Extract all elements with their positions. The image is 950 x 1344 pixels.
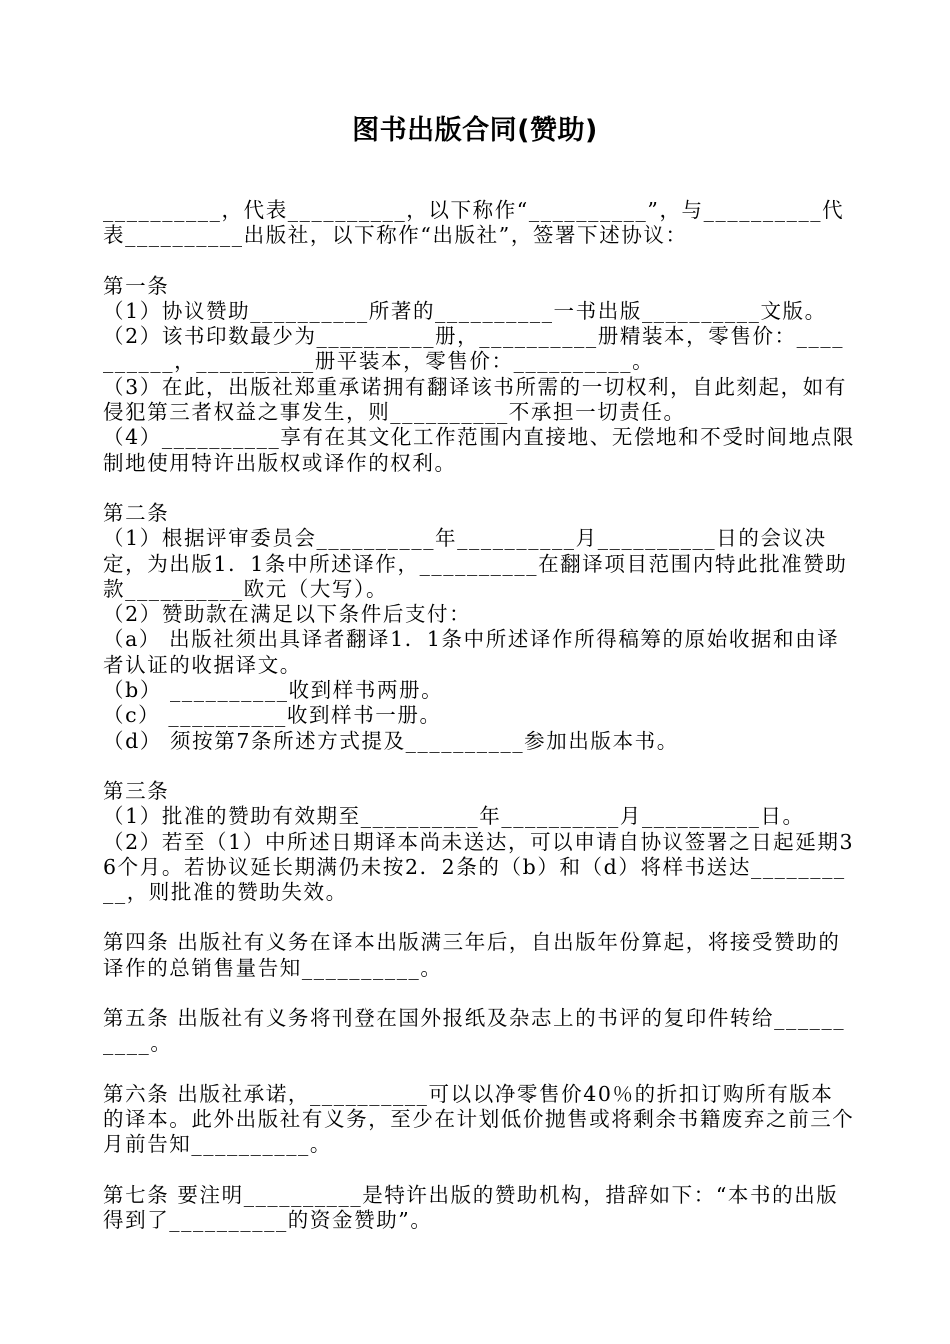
article-1-clause-1: （1）协议赞助__________所著的__________一书出版__________文版。 bbox=[103, 298, 827, 323]
article-1-clause-3: （3）在此，出版社郑重承诺拥有翻译该书所需的一切权利，自此刻起，如有侵犯第三者权益之事发生，则__________不承担一切责任。 bbox=[103, 374, 847, 425]
article-2-clause-d: （d） 须按第7条所述方式提及__________参加出版本书。 bbox=[103, 728, 679, 753]
article-2-clause-1: （1）根据评审委员会__________年__________月__________日的会议决定，为出版1．1条中所述译作，__________在翻译项目范围内特此批准赞助款__________欧元（大写）。 bbox=[103, 526, 848, 601]
article-3-clause-2: （2）若至（1）中所述日期译本尚未送达，可以申请自协议签署之日起延期36个月。若协议延长期满仍未按2．2条的（b）和（d）将样书送达__________，则批准的赞助失效。 bbox=[103, 829, 855, 905]
article-1-heading: 第一条 bbox=[103, 273, 170, 298]
article-2-clause-b: （b） __________收到样书两册。 bbox=[103, 678, 444, 703]
article-4-paragraph: 第四条 出版社有义务在译本出版满三年后，自出版年份算起，将接受赞助的译作的总销售量告知__________。 bbox=[103, 930, 841, 980]
article-1-clause-4: （4）__________享有在其文化工作范围内直接地、无偿地和不受时间地点限制地使用特许出版权或译作的权利。 bbox=[103, 425, 855, 475]
article-3-clause-1: （1）批准的赞助有效期至__________年__________月__________日。 bbox=[103, 804, 805, 829]
article-5-paragraph: 第五条 出版社有义务将刊登在国外报纸及杂志上的书评的复印件转给__________。 bbox=[103, 1006, 846, 1056]
intro-paragraph: __________，代表__________，以下称作“__________”，与__________代表__________出版社，以下称作“出版社”，签署下述协议： bbox=[103, 198, 845, 248]
article-6-paragraph: 第六条 出版社承诺，__________可以以净零售价40％的折扣订购所有版本的译本。此外出版社有义务，至少在计划低价抛售或将剩余书籍废弃之前三个月前告知__________。 bbox=[103, 1081, 855, 1157]
article-2-clause-c: （c） __________收到样书一册。 bbox=[103, 703, 442, 728]
article-2-heading: 第二条 bbox=[103, 500, 170, 525]
article-2-clause-2: （2）赞助款在满足以下条件后支付： bbox=[103, 602, 472, 627]
article-3-heading: 第三条 bbox=[103, 778, 170, 803]
article-7-paragraph: 第七条 要注明__________是特许出版的赞助机构，措辞如下：“本书的出版得到了__________的资金赞助”。 bbox=[103, 1182, 839, 1232]
document-title: 图书出版合同(赞助) bbox=[352, 115, 598, 146]
document-body bbox=[103, 198, 855, 1233]
article-1-clause-2: （2）该书印数最少为__________册，__________册精装本，零售价：__________，__________册平装本，零售价：__________。 bbox=[103, 324, 845, 374]
article-2-clause-a: （a） 出版社须出具译者翻译1．1条中所述译作所得稿筹的原始收据和由译者认证的收据译文。 bbox=[103, 627, 840, 677]
